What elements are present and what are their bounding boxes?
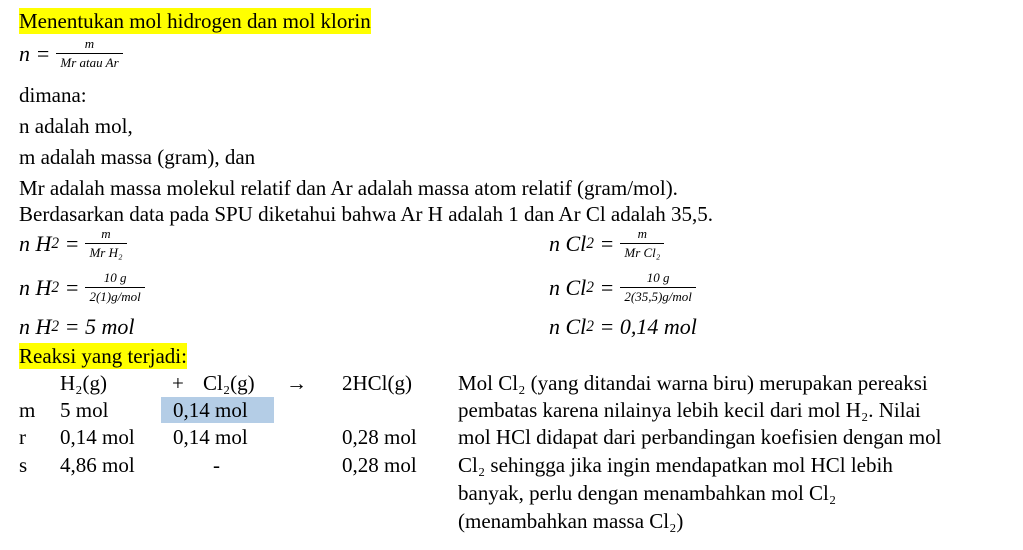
section-title: Menentukan mol hidrogen dan mol klorin	[19, 9, 371, 33]
row-label: r	[19, 425, 26, 449]
explanation-line: Mol Cl₂ (yang ditandai warna biru) merupakan pereaksi	[458, 371, 928, 395]
explanation-line: Cl₂ sehingga jika ingin mendapatkan mol HCl lebih	[458, 453, 893, 477]
cell-cl2: -	[213, 453, 220, 477]
product-hcl: 2HCl(g)	[342, 371, 412, 395]
formula-numerator: m	[84, 36, 95, 51]
cl2-eq-2: n Cl 2 = $\frac{10 g}{\text{2(35,5)g/mol}}$	[549, 270, 696, 305]
explanation-line: mol HCl didapat dari perbandingan koefisien dengan mol	[458, 425, 942, 449]
cell-h2: 4,86 mol	[60, 453, 135, 477]
formula-lhs: n =	[19, 40, 51, 66]
text-line: Berdasarkan data pada SPU diketahui bahwa Ar H adalah 1 dan Ar Cl adalah 35,5.	[19, 202, 713, 226]
plus-sign: +	[172, 371, 184, 395]
cell-cl2-limiting: 0,14 mol	[161, 397, 274, 423]
h2-eq-3: n H 2 = 5 mol	[19, 314, 135, 339]
cell-h2: 0,14 mol	[60, 425, 135, 449]
h2-eq-1: n H 2 = $\frac{m}{\text{Mr H₂}}$	[19, 226, 127, 261]
cell-cl2: 0,14 mol	[173, 425, 248, 449]
reactant-cl2: Cl₂(g)	[203, 371, 255, 395]
explanation-line: banyak, perlu dengan menambahkan mol Cl₂	[458, 481, 837, 505]
row-label: m	[19, 398, 36, 422]
text-line: Mr adalah massa molekul relatif dan Ar adalah massa atom relatif (gram/mol).	[19, 176, 678, 200]
text-line: m adalah massa (gram), dan	[19, 145, 256, 169]
reaction-heading: Reaksi yang terjadi:	[19, 344, 187, 368]
cell-hcl: 0,28 mol	[342, 453, 417, 477]
formula-denominator: Mr atau Ar	[56, 53, 122, 71]
explanation-line: pembatas karena nilainya lebih kecil dari mol H₂. Nilai	[458, 398, 921, 422]
text-line: dimana:	[19, 83, 87, 107]
explanation-line: (menambahkan massa Cl₂)	[458, 509, 684, 533]
cl2-eq-1: n Cl 2 = $\frac{m}{\text{Mr Cl₂}}$	[549, 226, 664, 261]
arrow-icon: →	[286, 371, 307, 395]
reactant-h2: H₂(g)	[60, 371, 107, 395]
h2-eq-2: n H 2 = $\frac{10 g}{\text{2(1)g/mol}}$	[19, 270, 145, 305]
row-label: s	[19, 453, 28, 477]
text-line: n adalah mol,	[19, 114, 133, 138]
cl2-eq-3: n Cl 2 = 0,14 mol	[549, 314, 697, 339]
cell-hcl: 0,28 mol	[342, 425, 417, 449]
cell-h2: 5 mol	[60, 398, 109, 422]
mol-formula	[19, 36, 123, 71]
